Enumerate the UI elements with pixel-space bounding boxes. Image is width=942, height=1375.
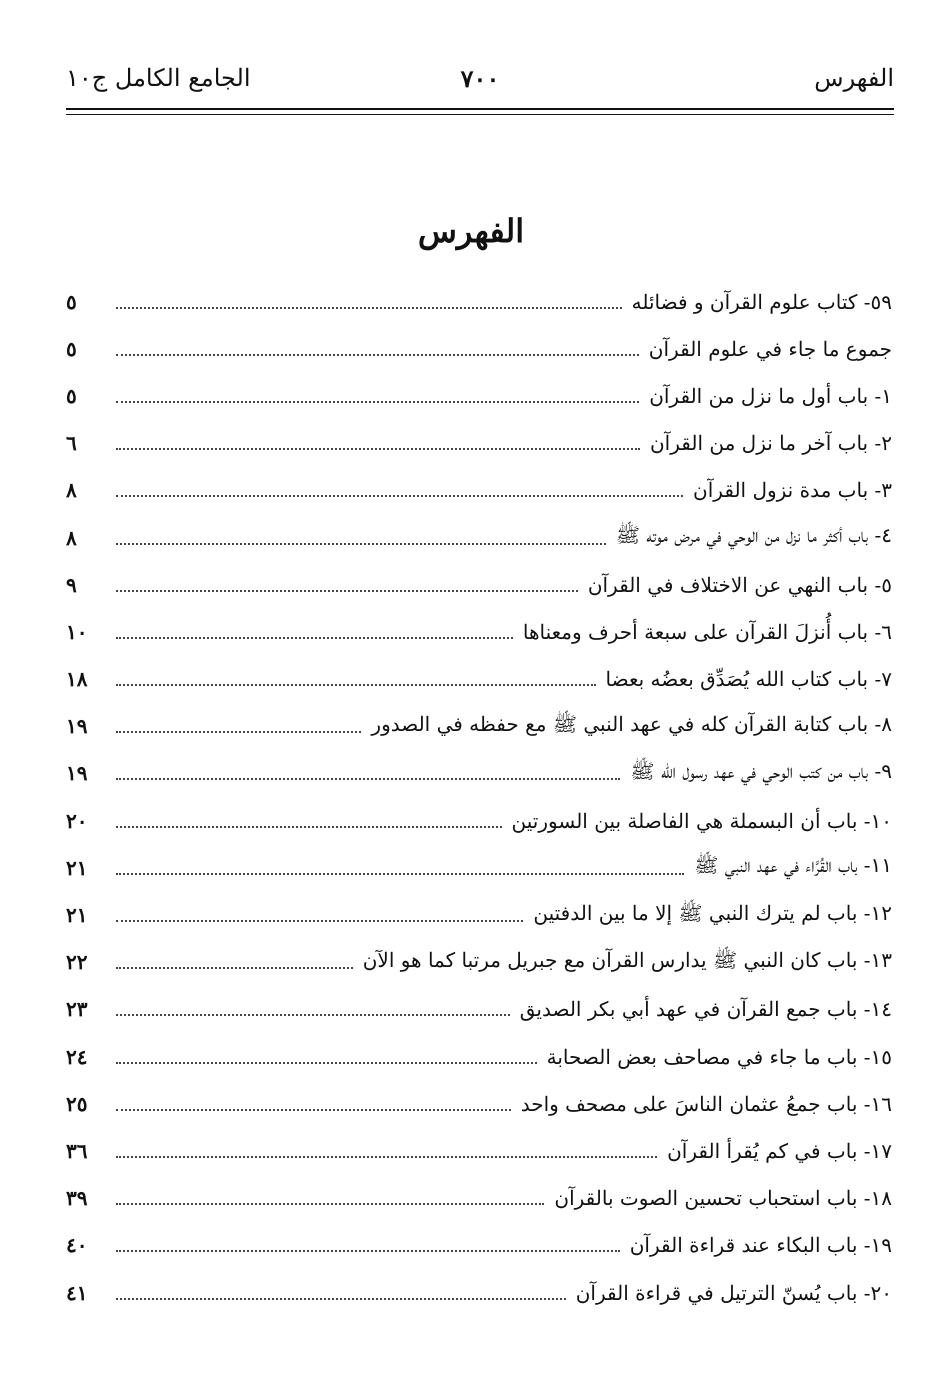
toc-leader-dots — [116, 637, 513, 639]
header-rule-thin — [66, 114, 894, 115]
toc-entry-page: ٢٤ — [66, 1044, 88, 1069]
toc-leader-dots — [116, 495, 683, 497]
toc-entry-page: ٨ — [66, 478, 77, 503]
toc-entry-title: ٦- باب أُنزلَ القرآن على سبعة أحرف ومعناها — [522, 619, 892, 644]
toc-leader-dots — [116, 543, 606, 545]
toc-entry[interactable] — [66, 656, 892, 703]
header-section-title: الفهرس — [814, 64, 894, 92]
toc-leader-dots — [116, 1250, 620, 1252]
toc-entry[interactable] — [66, 561, 892, 608]
toc-entry[interactable] — [66, 278, 892, 325]
toc-leader-dots — [116, 401, 639, 403]
toc-entry-page: ٣٩ — [66, 1186, 88, 1211]
toc-leader-dots — [116, 1062, 537, 1064]
toc-entry-page: ١٩ — [66, 714, 88, 739]
toc-leader-dots — [116, 1109, 511, 1111]
toc-entry-title: ١١- باب القُرَّاء في عهد النبي ﷺ — [694, 853, 892, 878]
toc-leader-dots — [116, 873, 684, 875]
toc-entry[interactable] — [66, 1222, 892, 1269]
toc-entry-page: ٥ — [66, 336, 77, 361]
toc-leader-dots — [116, 448, 640, 450]
toc-leader-dots — [116, 826, 502, 828]
toc-entry-page: ٦ — [66, 431, 77, 456]
toc-entry-page: ٨ — [66, 525, 77, 550]
toc-leader-dots — [116, 731, 361, 733]
toc-entry[interactable] — [66, 939, 892, 986]
toc-entry-page: ٤٠ — [66, 1233, 88, 1258]
toc-entry-page: ١٠ — [66, 619, 88, 644]
toc-entry[interactable] — [66, 986, 892, 1033]
toc-entry-title: ١٩- باب البكاء عند قراءة القرآن — [629, 1233, 892, 1258]
toc-entry-title: ١٠- باب أن البسملة هي الفاصلة بين السورتين — [511, 808, 892, 833]
toc-entry-title: ١٥- باب ما جاء في مصاحف بعض الصحابة — [546, 1044, 892, 1069]
header-book-title: الجامع الكامل ج١٠ — [66, 64, 251, 92]
toc-leader-dots — [116, 920, 523, 922]
toc-entry-page: ٢١ — [66, 903, 88, 928]
toc-entry-title: ٥٩- كتاب علوم القرآن و فضائله — [631, 289, 892, 314]
toc-entry-title: ١٣- باب كان النبي ﷺ يدارس القرآن مع جبريل مرتبا كما هو الآن — [362, 947, 892, 972]
toc-entry[interactable] — [66, 514, 892, 561]
toc-leader-dots — [116, 354, 639, 356]
toc-entry-title: جموع ما جاء في علوم القرآن — [648, 336, 892, 361]
toc-entry-page: ٢١ — [66, 855, 88, 880]
toc-entry-title: ١٤- باب جمع القرآن في عهد أبي بكر الصديق — [519, 997, 892, 1022]
header-page-number: ٧٠٠ — [460, 64, 500, 93]
toc-entry-title: ٧- باب كتاب الله يُصَدِّق بعضُه بعضا — [605, 667, 892, 692]
toc-leader-dots — [116, 1156, 657, 1158]
toc-leader-dots — [116, 684, 596, 686]
toc-entry-title: ٥- باب النهي عن الاختلاف في القرآن — [587, 572, 892, 597]
toc-entry-page: ٢٣ — [66, 997, 88, 1022]
toc-entry-page: ٥ — [66, 383, 77, 408]
toc-entry[interactable] — [66, 1080, 892, 1127]
toc-entry[interactable] — [66, 891, 892, 938]
header-rule-thick — [66, 108, 894, 110]
page-title: الفهرس — [417, 212, 525, 250]
toc-entry[interactable] — [66, 1033, 892, 1080]
running-header — [66, 64, 894, 104]
toc-entry-title: ١٢- باب لم يترك النبي ﷺ إلا ما بين الدفتين — [533, 900, 892, 925]
toc-entry-title: ٩- باب من كتب الوحي في عهد رسول الله ﷺ — [630, 758, 892, 783]
toc-entry-title: ٣- باب مدة نزول القرآن — [693, 478, 892, 503]
toc-leader-dots — [116, 1203, 544, 1205]
toc-entry[interactable] — [66, 797, 892, 844]
toc-entry[interactable] — [66, 1127, 892, 1174]
toc-entry-title: ١٦- باب جمعُ عثمان الناسَ على مصحف واحد — [520, 1091, 892, 1116]
toc-entry[interactable] — [66, 1269, 892, 1316]
toc-entry[interactable] — [66, 844, 892, 891]
toc-entry-page: ٩ — [66, 572, 77, 597]
toc-entry[interactable] — [66, 703, 892, 750]
toc-leader-dots — [116, 778, 620, 780]
toc-entry-page: ٢٠ — [66, 808, 88, 833]
toc-entry[interactable] — [66, 325, 892, 372]
toc-entry-title: ٤- باب أكثر ما نزل من الوحي في مرض موته ﷺ — [615, 523, 892, 548]
toc-entry-title: ١- باب أول ما نزل من القرآن — [649, 383, 892, 408]
toc-entry-page: ٣٦ — [66, 1138, 88, 1163]
toc-leader-dots — [116, 1298, 566, 1300]
toc-leader-dots — [116, 967, 353, 969]
toc-entry[interactable] — [66, 420, 892, 467]
toc-entry-page: ٤١ — [66, 1280, 88, 1305]
toc-leader-dots — [116, 590, 578, 592]
toc-entry[interactable] — [66, 372, 892, 419]
toc-entry-title: ١٨- باب استحباب تحسين الصوت بالقرآن — [554, 1186, 892, 1211]
toc-entry[interactable] — [66, 608, 892, 655]
toc-leader-dots — [116, 307, 622, 309]
table-of-contents — [66, 278, 892, 1316]
toc-leader-dots — [116, 1014, 510, 1016]
toc-entry-title: ٢٠- باب يُسنّ الترتيل في قراءة القرآن — [575, 1280, 892, 1305]
toc-entry[interactable] — [66, 467, 892, 514]
toc-entry-title: ٢- باب آخر ما نزل من القرآن — [649, 431, 892, 456]
toc-entry-page: ٢٢ — [66, 950, 88, 975]
toc-entry-page: ١٩ — [66, 761, 88, 786]
toc-entry-page: ٢٥ — [66, 1091, 88, 1116]
toc-entry-page: ٥ — [66, 289, 77, 314]
toc-entry-page: ١٨ — [66, 667, 88, 692]
toc-entry[interactable] — [66, 1175, 892, 1222]
toc-entry[interactable] — [66, 750, 892, 797]
toc-entry-title: ١٧- باب في كم يُقرأ القرآن — [667, 1138, 892, 1163]
toc-entry-title: ٨- باب كتابة القرآن كله في عهد النبي ﷺ مع حفظه في الصدور — [371, 711, 892, 736]
